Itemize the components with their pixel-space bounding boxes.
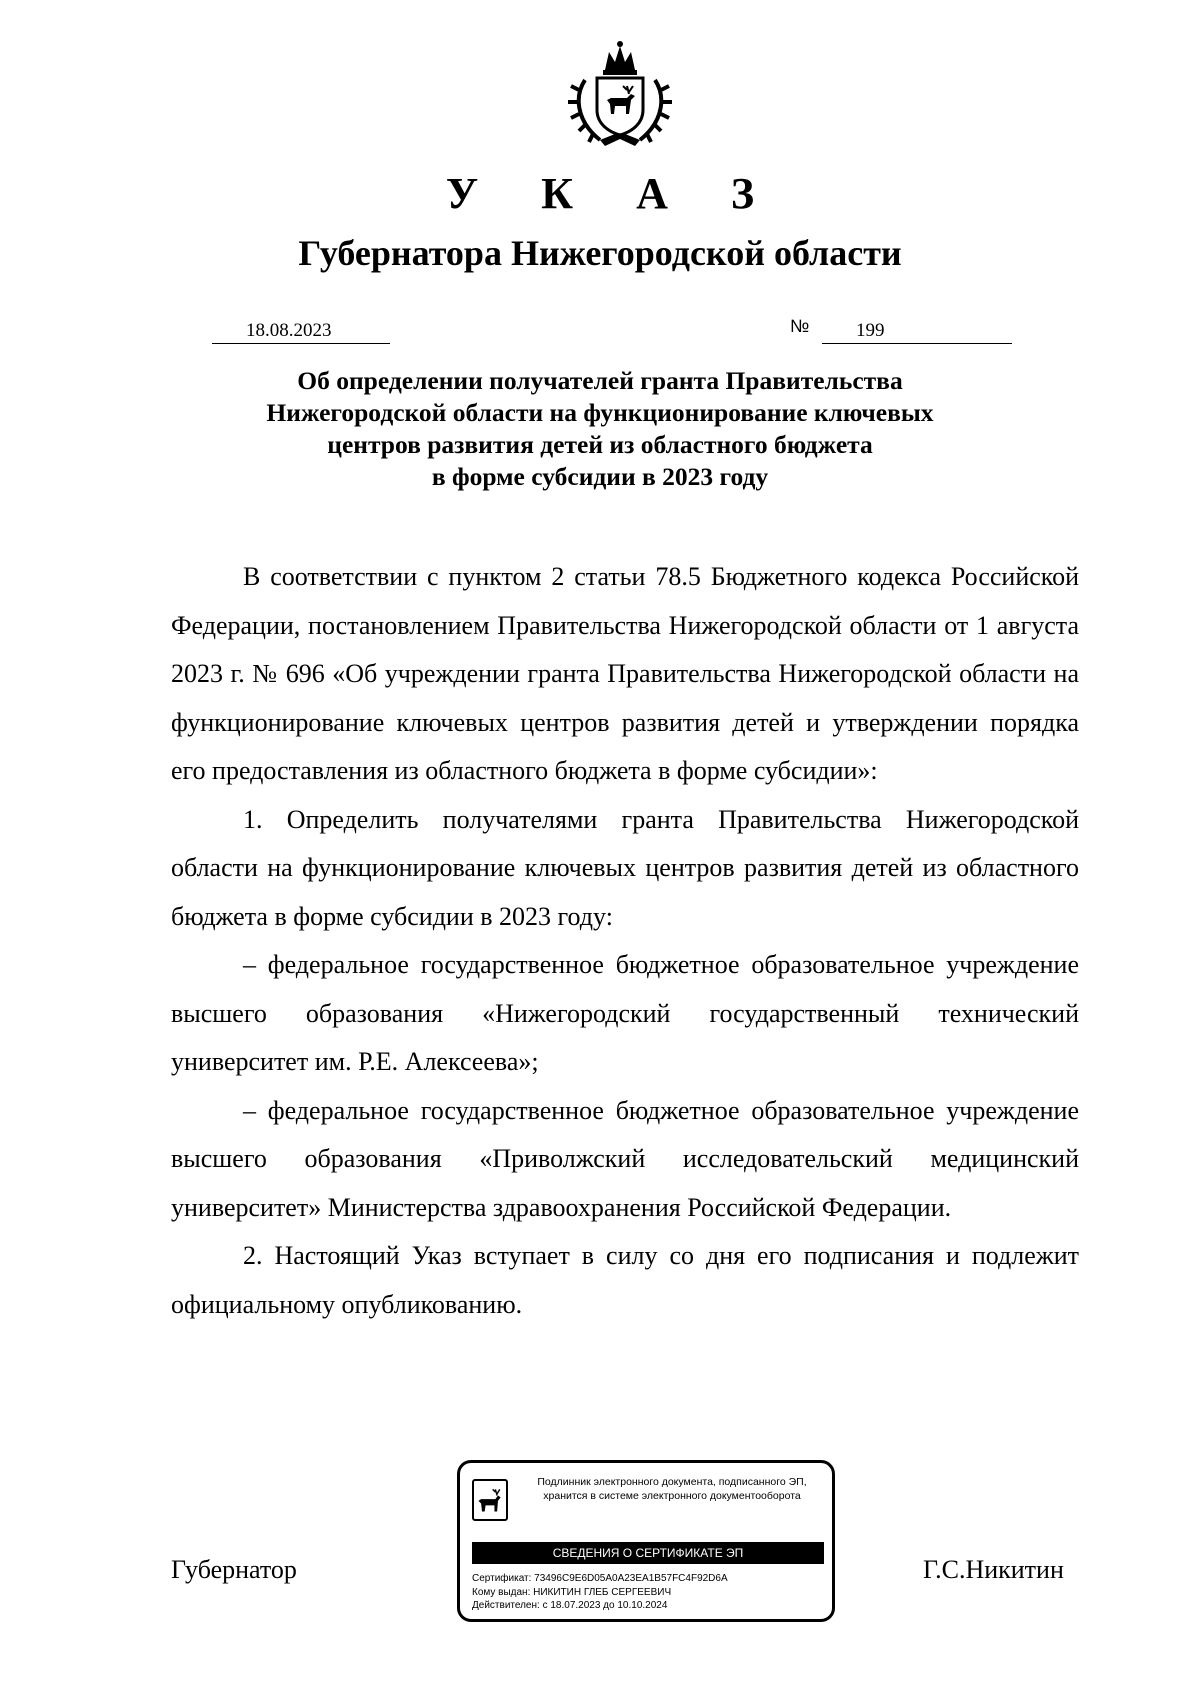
certificate-id: Сертификат: 73496C9E6D05A0A23EA1B57FC4F92D6A bbox=[472, 1573, 728, 1584]
decree-issuer: Губернатора Нижегородской области bbox=[298, 233, 902, 273]
decree-body bbox=[171, 553, 1079, 1329]
stamp-header-line: хранится в системе электронного документооборота bbox=[543, 1490, 801, 1502]
decree-number: 199 bbox=[856, 320, 885, 341]
recipient-2-paragraph: – федеральное государственное бюджетное образовательное учреждение высшего образования «Приволжский исследовательский медицинский университет» Министерства здравоохранения Российской Федерации. bbox=[171, 1095, 1079, 1222]
heading-line: Нижегородской области на функционирование ключевых bbox=[266, 398, 934, 427]
decree-heading bbox=[0, 365, 1200, 493]
preamble-paragraph: В соответствии с пунктом 2 статьи 78.5 Бюджетного кодекса Российской Федерации, постановлением Правительства Нижегородской области от 1 августа 2023 г. № 696 «Об учреждении гранта Правительства Нижегородской области на функционирование ключевых центров развития детей и утверждении порядка его предоставления из областного бюджета в форме субсидии»: bbox=[171, 562, 1079, 785]
number-field bbox=[822, 313, 1012, 344]
date-field bbox=[212, 313, 390, 344]
stamp-header bbox=[516, 1475, 828, 1503]
electronic-signature-stamp bbox=[457, 1460, 835, 1622]
certificate-owner: Кому выдан: НИКИТИН ГЛЕБ СЕРГЕЕВИЧ bbox=[472, 1586, 672, 1598]
decree-title: У К А З bbox=[445, 169, 781, 218]
signatory-role: Губернатор bbox=[171, 1555, 297, 1584]
decree-date: 18.08.2023 bbox=[246, 320, 332, 341]
stamp-header-line: Подлинник электронного документа, подписанного ЭП, bbox=[537, 1476, 807, 1488]
recipient-1-paragraph: – федеральное государственное бюджетное образовательное учреждение высшего образования «Нижегородский государственный технический университет им. Р.Е. Алексеева»; bbox=[171, 950, 1079, 1076]
item-1-paragraph: 1. Определить получателями гранта Правительства Нижегородской области на функционирование ключевых центров развития детей из областного бюджета в форме субсидии в 2023 году: bbox=[171, 804, 1079, 931]
item-2-paragraph: 2. Настоящий Указ вступает в силу со дня его подписания и подлежит официальному опубликованию. bbox=[171, 1241, 1079, 1319]
certificate-validity: Действителен: с 18.07.2023 до 10.10.2024 bbox=[472, 1600, 668, 1611]
signatory-name: Г.С.Никитин bbox=[923, 1555, 1064, 1584]
heading-line: в форме субсидии в 2023 году bbox=[431, 462, 769, 491]
heading-line: Об определении получателей гранта Правительства bbox=[297, 366, 903, 395]
coat-of-arms-icon bbox=[565, 40, 675, 148]
deer-emblem-icon bbox=[472, 1479, 508, 1521]
heading-line: центров развития детей из областного бюджета bbox=[327, 430, 873, 459]
stamp-details bbox=[472, 1572, 828, 1613]
number-label: № bbox=[790, 316, 810, 336]
stamp-certificate-bar: СВЕДЕНИЯ О СЕРТИФИКАТЕ ЭП bbox=[472, 1542, 824, 1564]
